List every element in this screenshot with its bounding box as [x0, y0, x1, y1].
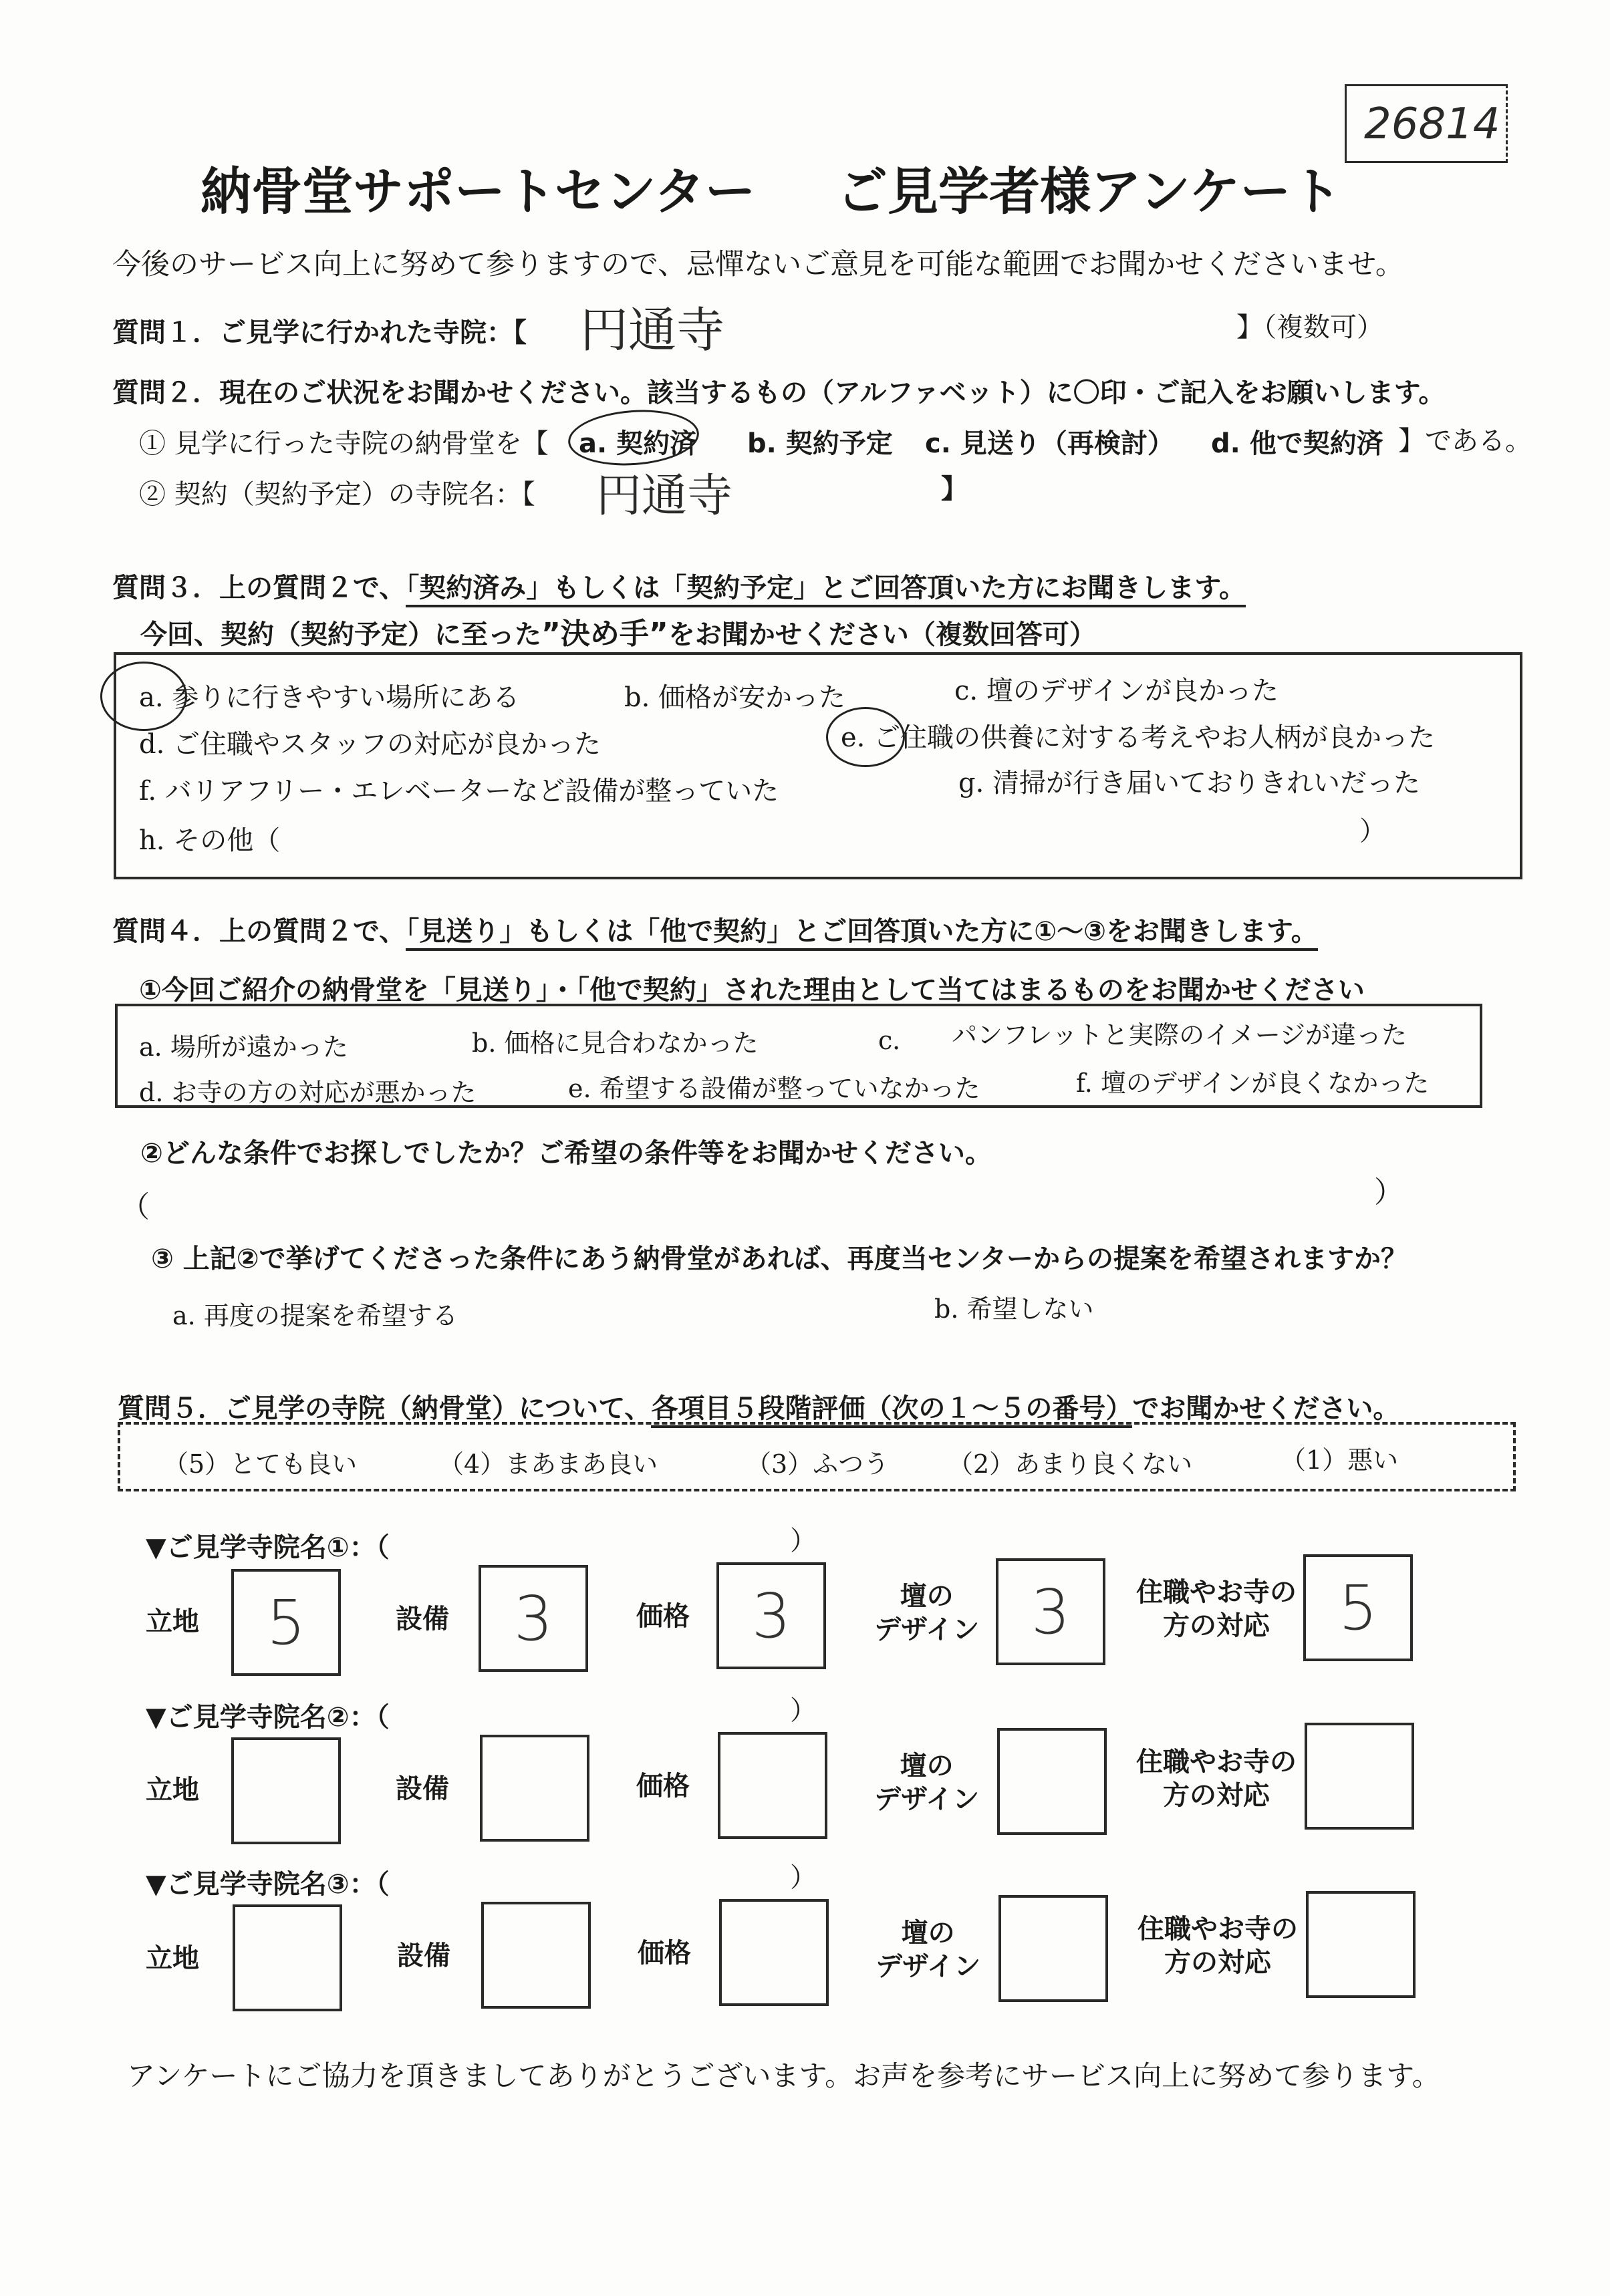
- rating-row-3-location-box[interactable]: [233, 1904, 342, 2011]
- q1-answer[interactable]: 円通寺: [580, 302, 725, 358]
- q3-option-e[interactable]: e. ご住職の供養に対する考えやお人柄が良かった: [841, 722, 1436, 753]
- rating-row-3-price-box[interactable]: [719, 1899, 829, 2006]
- page-title: 納骨堂サポートセンター: [200, 162, 756, 221]
- q1-label: 質問１．ご見学に行かれた寺院：【: [112, 317, 527, 348]
- rating-row-1-name: ▼ご見学寺院名①：（: [146, 1532, 390, 1563]
- q4-paren-open: （: [120, 1190, 150, 1224]
- rating-row-3-close: ）: [790, 1862, 817, 1893]
- q4-label-underlined: 「見送り」もしくは「他で契約」とご回答頂いた方に①～③をお聞きします。: [406, 916, 1318, 951]
- rating-row-2-design-label: [874, 1749, 979, 1816]
- rating-row-3-location-label: 立地: [146, 1943, 199, 1974]
- rating-row-3-facility-box[interactable]: [481, 1902, 591, 2009]
- rating-row-3-priest-box[interactable]: [1306, 1891, 1416, 1998]
- q3-subtitle-bold: ”決め手”: [541, 617, 668, 651]
- rating-row-1-price-box[interactable]: 3: [716, 1562, 826, 1669]
- rating-row-2-facility-box[interactable]: [480, 1735, 589, 1842]
- q3-option-a[interactable]: a. 参りに行きやすい場所にある: [139, 682, 520, 713]
- priest-label-line-2: 方の対応: [1163, 1780, 1270, 1811]
- q4-option-a[interactable]: a. 場所が遠かった: [139, 1032, 348, 1062]
- q5-label-suffix: でお聞かせください。: [1132, 1393, 1400, 1424]
- q4-option-b[interactable]: b. 価格に見合わなかった: [472, 1028, 759, 1058]
- rating-row-2-name: ▼ご見学寺院名②：（: [146, 1702, 390, 1733]
- q3-option-d[interactable]: d. ご住職やスタッフの対応が良かった: [139, 729, 601, 760]
- q3-option-g[interactable]: g. 清掃が行き届いておりきれいだった: [958, 768, 1421, 799]
- design-label-line-1: 壇の: [900, 1751, 954, 1781]
- rating-row-3-name: ▼ご見学寺院名③：（: [146, 1869, 390, 1900]
- q5-label: [118, 1387, 1399, 1425]
- rating-row-1-facility-label: 設備: [396, 1604, 449, 1634]
- q2-line2-prefix: ② 契約（契約予定）の寺院名：【: [139, 479, 535, 510]
- rating-row-1-design-label: [874, 1580, 979, 1646]
- serial-number-box: [1345, 84, 1508, 163]
- rating-row-1-price-label: 価格: [636, 1601, 690, 1632]
- q4-paren-close: ）: [1374, 1175, 1403, 1209]
- q3-label-underlined: 「契約済み」もしくは「契約予定」とご回答頂いた方にお聞きします。: [406, 573, 1246, 607]
- page-subtitle: ご見学者様アンケート: [837, 162, 1342, 221]
- q4-sub2: ②どんな条件でお探しでしたか？ご希望の条件等をお聞かせください。: [140, 1138, 992, 1169]
- rating-row-2-design-box[interactable]: [997, 1728, 1107, 1835]
- design-label-line-2: デザイン: [874, 1784, 980, 1815]
- q5-scale-2: （2）あまり良くない: [948, 1449, 1193, 1479]
- rating-row-1-design-box[interactable]: 3: [996, 1558, 1105, 1665]
- q5-label-text: 質問５．ご見学の寺院（納骨堂）について、: [118, 1393, 652, 1424]
- priest-label-line-1: 住職やお寺の: [1136, 1577, 1297, 1608]
- q3-label: [112, 567, 1246, 605]
- q3-subtitle-suffix: をお聞かせください（複数回答可）: [668, 619, 1096, 650]
- priest-label-line-1: 住職やお寺の: [1137, 1914, 1298, 1945]
- rating-row-1-location-box[interactable]: 5: [231, 1569, 341, 1676]
- q4-sub3-option-a[interactable]: a. 再度の提案を希望する: [172, 1301, 458, 1330]
- q4-option-d[interactable]: d. お寺の方の対応が悪かった: [139, 1078, 477, 1107]
- rating-row-2-price-label: 価格: [636, 1771, 690, 1802]
- q5-scale-3: （3）ふつう: [746, 1449, 890, 1479]
- q5-scale-5: （5）とても良い: [163, 1449, 358, 1479]
- design-label-line-2: デザイン: [874, 1614, 980, 1645]
- q4-sub3: ③ 上記②で挙げてくださった条件にあう納骨堂があれば、再度当センターからの提案を希望されますか？: [151, 1244, 1408, 1274]
- rating-row-1-close: ）: [790, 1526, 817, 1556]
- q2-option-b[interactable]: b. 契約予定: [747, 428, 893, 459]
- q4-option-f[interactable]: f. 壇のデザインが良くなかった: [1076, 1068, 1430, 1098]
- q4-option-c[interactable]: パンフレットと実際のイメージが違った: [952, 1020, 1407, 1050]
- q3-option-c[interactable]: c. 壇のデザインが良かった: [954, 676, 1279, 706]
- q2-line1-suffix: 】である。: [1398, 426, 1532, 456]
- priest-label-line-2: 方の対応: [1163, 1610, 1270, 1641]
- q4-sub1: ①今回ご紹介の納骨堂を「見送り」・「他で契約」された理由として当てはまるものをお聞かせください: [139, 975, 1365, 1006]
- q3-label-text: 質問３．上の質問２で、: [112, 573, 406, 603]
- rating-row-1-facility-box[interactable]: 3: [479, 1565, 588, 1672]
- rating-row-1-priest-box[interactable]: 5: [1303, 1554, 1413, 1661]
- q2-option-c[interactable]: c. 見送り（再検討）: [925, 428, 1174, 459]
- q5-label-underlined: 各項目５段階評価（次の１～５の番号）: [651, 1393, 1132, 1428]
- q3-option-b[interactable]: b. 価格が安かった: [624, 682, 846, 713]
- rating-row-3-price-label: 価格: [638, 1938, 691, 1969]
- rating-row-2-location-label: 立地: [146, 1775, 199, 1806]
- q4-sub3-option-b[interactable]: b. 希望しない: [934, 1294, 1094, 1324]
- priest-label-line-2: 方の対応: [1164, 1947, 1271, 1978]
- q2-line2-close: 】: [941, 474, 968, 505]
- q3-option-h[interactable]: h. その他（: [139, 825, 281, 856]
- footer-thanks: アンケートにご協力を頂きましてありがとうございます。お声を参考にサービス向上に努めて参ります。: [127, 2059, 1440, 2092]
- rating-row-2-price-box[interactable]: [718, 1732, 827, 1839]
- q2-option-d[interactable]: d. 他で契約済: [1211, 428, 1383, 459]
- rating-row-2-location-box[interactable]: [231, 1737, 341, 1844]
- rating-row-3-facility-label: 設備: [397, 1941, 450, 1971]
- q2-option-a[interactable]: a. 契約済: [579, 428, 697, 459]
- q2-label: 質問２．現在のご状況をお聞かせください。該当するもの（アルファベット）に〇印・ご記入をお願いします。: [112, 378, 1446, 408]
- design-label-line-1: 壇の: [900, 1581, 954, 1612]
- q2-line1-prefix: ① 見学に行った寺院の納骨堂を【: [139, 428, 549, 459]
- q2-temple-answer[interactable]: 円通寺: [596, 470, 733, 523]
- rating-row-3-design-box[interactable]: [998, 1895, 1108, 2002]
- q3-option-f[interactable]: f. バリアフリー・エレベーターなど設備が整っていた: [139, 776, 779, 807]
- rating-row-3-design-label: [876, 1916, 980, 1983]
- design-label-line-2: デザイン: [876, 1951, 981, 1982]
- q3-option-a-circle: [100, 662, 187, 731]
- rating-row-2-priest-box[interactable]: [1305, 1723, 1414, 1830]
- q5-scale-4: （4）まあまあ良い: [438, 1449, 658, 1479]
- q5-scale-1: （1）悪い: [1281, 1445, 1399, 1475]
- q3-option-e-circle: [826, 707, 905, 767]
- rating-row-2-facility-label: 設備: [396, 1773, 449, 1804]
- rating-row-1-priest-label: [1136, 1576, 1297, 1642]
- q1-close: 】（複数可）: [1236, 312, 1383, 343]
- rating-row-2-close: ）: [790, 1695, 817, 1726]
- q3-option-h-close: ）: [1359, 816, 1386, 847]
- q4-option-e[interactable]: e. 希望する設備が整っていなかった: [568, 1074, 980, 1103]
- q3-subtitle: [140, 609, 1096, 652]
- q4-label: [112, 910, 1318, 948]
- q3-subtitle-prefix: 今回、契約（契約予定）に至った: [140, 619, 541, 650]
- priest-label-line-1: 住職やお寺の: [1136, 1747, 1297, 1777]
- intro-text: 今後のサービス向上に努めて参りますので、忌憚ないご意見を可能な範囲でお聞かせくださいませ。: [112, 248, 1404, 281]
- q4-label-text: 質問４．上の質問２で、: [112, 916, 406, 947]
- rating-row-2-priest-label: [1136, 1745, 1297, 1812]
- design-label-line-1: 壇の: [901, 1918, 955, 1949]
- rating-row-3-priest-label: [1137, 1912, 1298, 1979]
- rating-row-1-location-label: 立地: [146, 1606, 199, 1637]
- q4-option-c-letter[interactable]: c．: [878, 1026, 918, 1055]
- serial-number: 26814: [1364, 100, 1500, 149]
